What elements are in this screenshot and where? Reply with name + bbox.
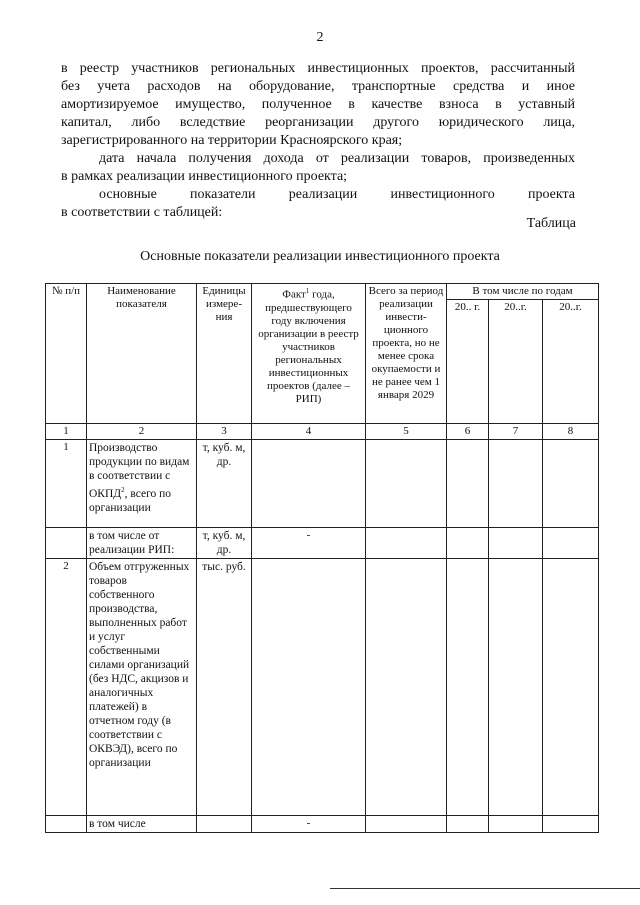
col-number-4: 4 xyxy=(252,424,366,440)
row-1-num: 1 xyxy=(46,440,87,528)
header-units: Единицы измере-ния xyxy=(197,284,252,424)
col-number-7: 7 xyxy=(489,424,543,440)
table-caption: Таблица xyxy=(526,216,576,231)
paragraph-1-line-1: в реестр участников региональных инвестиционных проектов, рассчитанный xyxy=(61,61,575,76)
row-2-col4 xyxy=(252,559,366,816)
row-2s-unit xyxy=(197,816,252,833)
row-1s-name: в том числе от реализации РИП: xyxy=(87,528,197,559)
row-2s-col6 xyxy=(447,816,489,833)
row-2-col5 xyxy=(366,559,447,816)
row-1-col6 xyxy=(447,440,489,528)
row-2-name: Объем отгруженных товаров собственного производства, выполненных работ и услуг собственными силами организаций (без НДС, акцизов и аналогичных платежей) в отчетном году (в соответствии с ОКВЭД), всего по организации xyxy=(87,559,197,816)
row-2s-col5 xyxy=(366,816,447,833)
row-1s-num xyxy=(46,528,87,559)
header-year-2: 20..г. xyxy=(489,300,543,424)
row-2-num: 2 xyxy=(46,559,87,816)
row-1s-col4: - xyxy=(252,528,366,559)
paragraph-3-line-1: основные показатели реализации инвестиционного проекта xyxy=(99,187,575,202)
header-name: Наименование показателя xyxy=(87,284,197,424)
paragraph-1-line-2: без учета расходов на оборудование, транспортные средства и иное xyxy=(61,79,575,94)
table-header-row xyxy=(46,284,599,300)
table-row xyxy=(46,528,599,559)
page-bottom-rule xyxy=(330,888,640,889)
paragraph-2-line-2: в рамках реализации инвестиционного проекта; xyxy=(61,169,348,184)
paragraph-2-line-1: дата начала получения дохода от реализации товаров, произведенных xyxy=(99,151,575,166)
row-1-col8 xyxy=(543,440,599,528)
table-title: Основные показатели реализации инвестиционного проекта xyxy=(140,249,500,264)
paragraph-3-line-2: в соответствии с таблицей: xyxy=(61,205,223,220)
row-1-col4 xyxy=(252,440,366,528)
row-2s-num xyxy=(46,816,87,833)
row-1s-col8 xyxy=(543,528,599,559)
header-total: Всего за период реализации инвести-ционного проекта, но не менее срока окупаемости и не ранее чем 1 января 2029 xyxy=(366,284,447,424)
col-number-1: 1 xyxy=(46,424,87,440)
row-1s-unit: т, куб. м, др. xyxy=(197,528,252,559)
row-1s-col7 xyxy=(489,528,543,559)
row-1-col5 xyxy=(366,440,447,528)
paragraph-1-line-3: амортизируемое имущество, полученное в качестве взноса в уставный xyxy=(61,97,575,112)
row-1-unit: т, куб. м, др. xyxy=(197,440,252,528)
row-2s-col8 xyxy=(543,816,599,833)
row-2s-name: в том числе xyxy=(87,816,197,833)
table-row xyxy=(46,816,599,833)
row-1s-col6 xyxy=(447,528,489,559)
header-year-1: 20.. г. xyxy=(447,300,489,424)
row-2s-col4: - xyxy=(252,816,366,833)
row-2-unit: тыс. руб. xyxy=(197,559,252,816)
header-fact: Факт$^1$ года, предшествующего году включения организации в реестр участников региональных инвестиционных проектов (далее – РИП) xyxy=(252,284,366,424)
indicators-table xyxy=(45,283,599,833)
col-number-3: 3 xyxy=(197,424,252,440)
column-numbers-row xyxy=(46,424,599,440)
col-number-6: 6 xyxy=(447,424,489,440)
col-number-2: 2 xyxy=(87,424,197,440)
row-1-name: Производство продукции по видам в соответствии с ОКПД$^2$, всего по организации xyxy=(87,440,197,528)
page-number: 2 xyxy=(316,30,324,45)
paragraph-1-line-5: зарегистрированного на территории Красноярского края; xyxy=(61,133,403,148)
row-2-col6 xyxy=(447,559,489,816)
row-1s-col5 xyxy=(366,528,447,559)
paragraph-1-line-4: капитал, либо вследствие реорганизации другого юридического лица, xyxy=(61,115,575,130)
row-2-col8 xyxy=(543,559,599,816)
col-number-8: 8 xyxy=(543,424,599,440)
col-number-5: 5 xyxy=(366,424,447,440)
row-2s-col7 xyxy=(489,816,543,833)
row-2-col7 xyxy=(489,559,543,816)
header-num: № п/п xyxy=(46,284,87,424)
header-years-group: В том числе по годам xyxy=(447,284,599,300)
row-1-col7 xyxy=(489,440,543,528)
header-year-3: 20..г. xyxy=(543,300,599,424)
table-row xyxy=(46,559,599,816)
table-row xyxy=(46,440,599,528)
